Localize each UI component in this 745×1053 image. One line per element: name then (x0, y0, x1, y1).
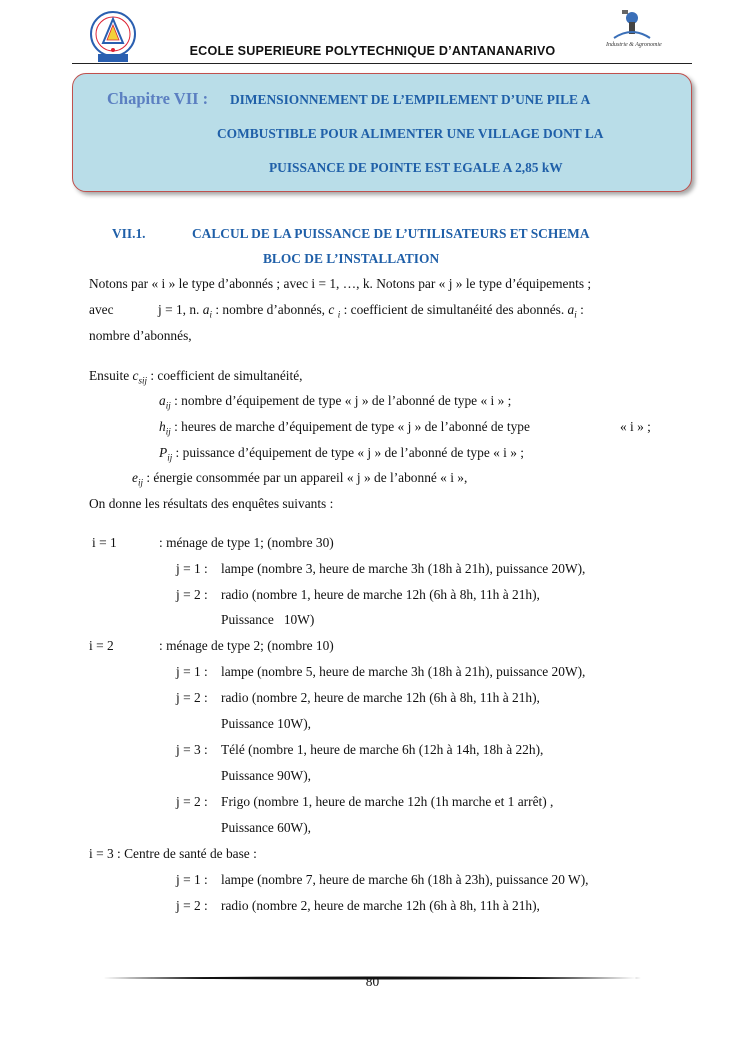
def-eij-text: : énergie consommée par un appareil « j » de l’abonné « i », (142, 470, 468, 485)
i2-j2-text: radio (nombre 2, heure de marche 12h (6h à 8h, 11h à 21h), (221, 690, 540, 705)
i2-j2-label: j = 2 : (176, 690, 208, 705)
i2-j3-text: Télé (nombre 1, heure de marche 6h (12h à 14h, 18h à 22h), (221, 742, 544, 757)
symbol-aij: a (159, 393, 166, 408)
i2-label: i = 2 (89, 638, 114, 653)
i1-j2-cont: Puissance 10W) (221, 612, 315, 627)
section-title-line2: BLOC DE L’INSTALLATION (263, 251, 440, 266)
symbol-ai-sub: i (209, 309, 212, 320)
intro-line-2-avec: avec (89, 302, 114, 317)
footer-divider (103, 967, 641, 970)
chapter-title-line1: DIMENSIONNEMENT DE L’EMPILEMENT D’UNE PILE A (230, 92, 591, 107)
def-hij-end: « i » ; (620, 419, 651, 434)
def-ensuite: Ensuite (89, 368, 133, 383)
i3-j1-label: j = 1 : (176, 872, 208, 887)
i1-label: i = 1 (92, 535, 117, 550)
i1-desc: : ménage de type 1; (nombre 30) (159, 535, 334, 550)
i1-j2-label: j = 2 : (176, 587, 208, 602)
intro-abonnes-text: : nombre d’abonnés, (211, 302, 329, 317)
symbol-pij-sub: ij (167, 452, 173, 463)
i2-j3-label: j = 3 : (176, 742, 208, 757)
symbol-ai: a (202, 302, 210, 317)
symbol-eij: e (132, 470, 138, 485)
section-title-line1: CALCUL DE LA PUISSANCE DE L’UTILISATEURS ET SCHEMA (192, 226, 590, 241)
def-pij (159, 445, 524, 466)
symbol-eij-sub: ij (137, 477, 143, 488)
chapter-label: Chapitre VII : (107, 89, 209, 108)
i2-j4-cont: Puissance 60W), (221, 820, 311, 835)
i3-j2-label: j = 2 : (176, 898, 208, 913)
symbol-hij-sub: ij (165, 426, 171, 437)
i2-j1-text: lampe (nombre 5, heure de marche 3h (18h à 21h), puissance 20W), (221, 664, 586, 679)
def-hij-text: : heures de marche d’équipement de type « j » de l’abonné de type (170, 419, 530, 434)
symbol-csij: c (132, 368, 139, 383)
symbol-aij-sub: ij (165, 400, 171, 411)
chapter-title-line3: PUISSANCE DE POINTE EST EGALE A 2,85 kW (269, 160, 563, 175)
symbol-pij: P (159, 445, 168, 460)
section-number: VII.1. (112, 226, 146, 241)
def-hij (159, 419, 530, 440)
header-divider (72, 63, 692, 64)
symbol-ci: c (328, 302, 335, 317)
intro-line-3: nombre d’abonnés, (89, 328, 192, 343)
chapter-title-line2: COMBUSTIBLE POUR ALIMENTER UNE VILLAGE DONT LA (217, 126, 604, 141)
intro-line-2 (158, 302, 584, 323)
symbol-ci-sub: i (337, 309, 341, 320)
i2-j4-text: Frigo (nombre 1, heure de marche 12h (1h marche et 1 arrêt) , (221, 794, 554, 809)
def-eij (132, 470, 467, 491)
def-aij-text: : nombre d’équipement de type « j » de l’abonné de type « i » ; (170, 393, 512, 408)
i2-j2-cont: Puissance 10W), (221, 716, 311, 731)
i2-desc: : ménage de type 2; (nombre 10) (159, 638, 334, 653)
i3-j1-text: lampe (nombre 7, heure de marche 6h (18h à 23h), puissance 20 W), (221, 872, 589, 887)
intro-j-range: j = 1, n. (158, 302, 200, 317)
i2-j4-label: j = 2 : (176, 794, 208, 809)
def-csij-text: : coefficient de simultanéité, (146, 368, 303, 383)
symbol-ai-2: a (567, 302, 575, 317)
symbol-hij: h (159, 419, 166, 434)
header-school-name: ECOLE SUPERIEURE POLYTECHNIQUE D’ANTANANARIVO (189, 44, 556, 58)
i2-j1-label: j = 1 : (176, 664, 208, 679)
i3-line: i = 3 : Centre de santé de base : (89, 846, 257, 861)
def-aij (159, 393, 511, 414)
symbol-csij-sub: sij (138, 375, 147, 386)
survey-intro: On donne les résultats des enquêtes suivants : (89, 496, 334, 511)
logo-right-text: Industrie & Agronomie (606, 42, 662, 48)
i1-j1-label: j = 1 : (176, 561, 208, 576)
symbol-ai-2-sub: i (574, 309, 577, 320)
i2-j3-cont: Puissance 90W), (221, 768, 311, 783)
intro-line-1: Notons par « i » le type d’abonnés ; avec i = 1, …, k. Notons par « j » le type d’équipements ; (89, 276, 592, 291)
intro-colon: : (576, 302, 584, 317)
i3-j2-text: radio (nombre 2, heure de marche 12h (6h à 8h, 11h à 21h), (221, 898, 540, 913)
page-number: 80 (365, 974, 380, 989)
i1-j2-text: radio (nombre 1, heure de marche 12h (6h à 8h, 11h à 21h), (221, 587, 540, 602)
def-pij-text: : puissance d’équipement de type « j » de l’abonné de type « i » ; (172, 445, 524, 460)
school-logo-right (604, 8, 662, 48)
intro-coefficient-text: : coefficient de simultanéité des abonnés. (340, 302, 568, 317)
i1-j1-text: lampe (nombre 3, heure de marche 3h (18h à 21h), puissance 20W), (221, 561, 586, 576)
def-csij (89, 368, 303, 389)
